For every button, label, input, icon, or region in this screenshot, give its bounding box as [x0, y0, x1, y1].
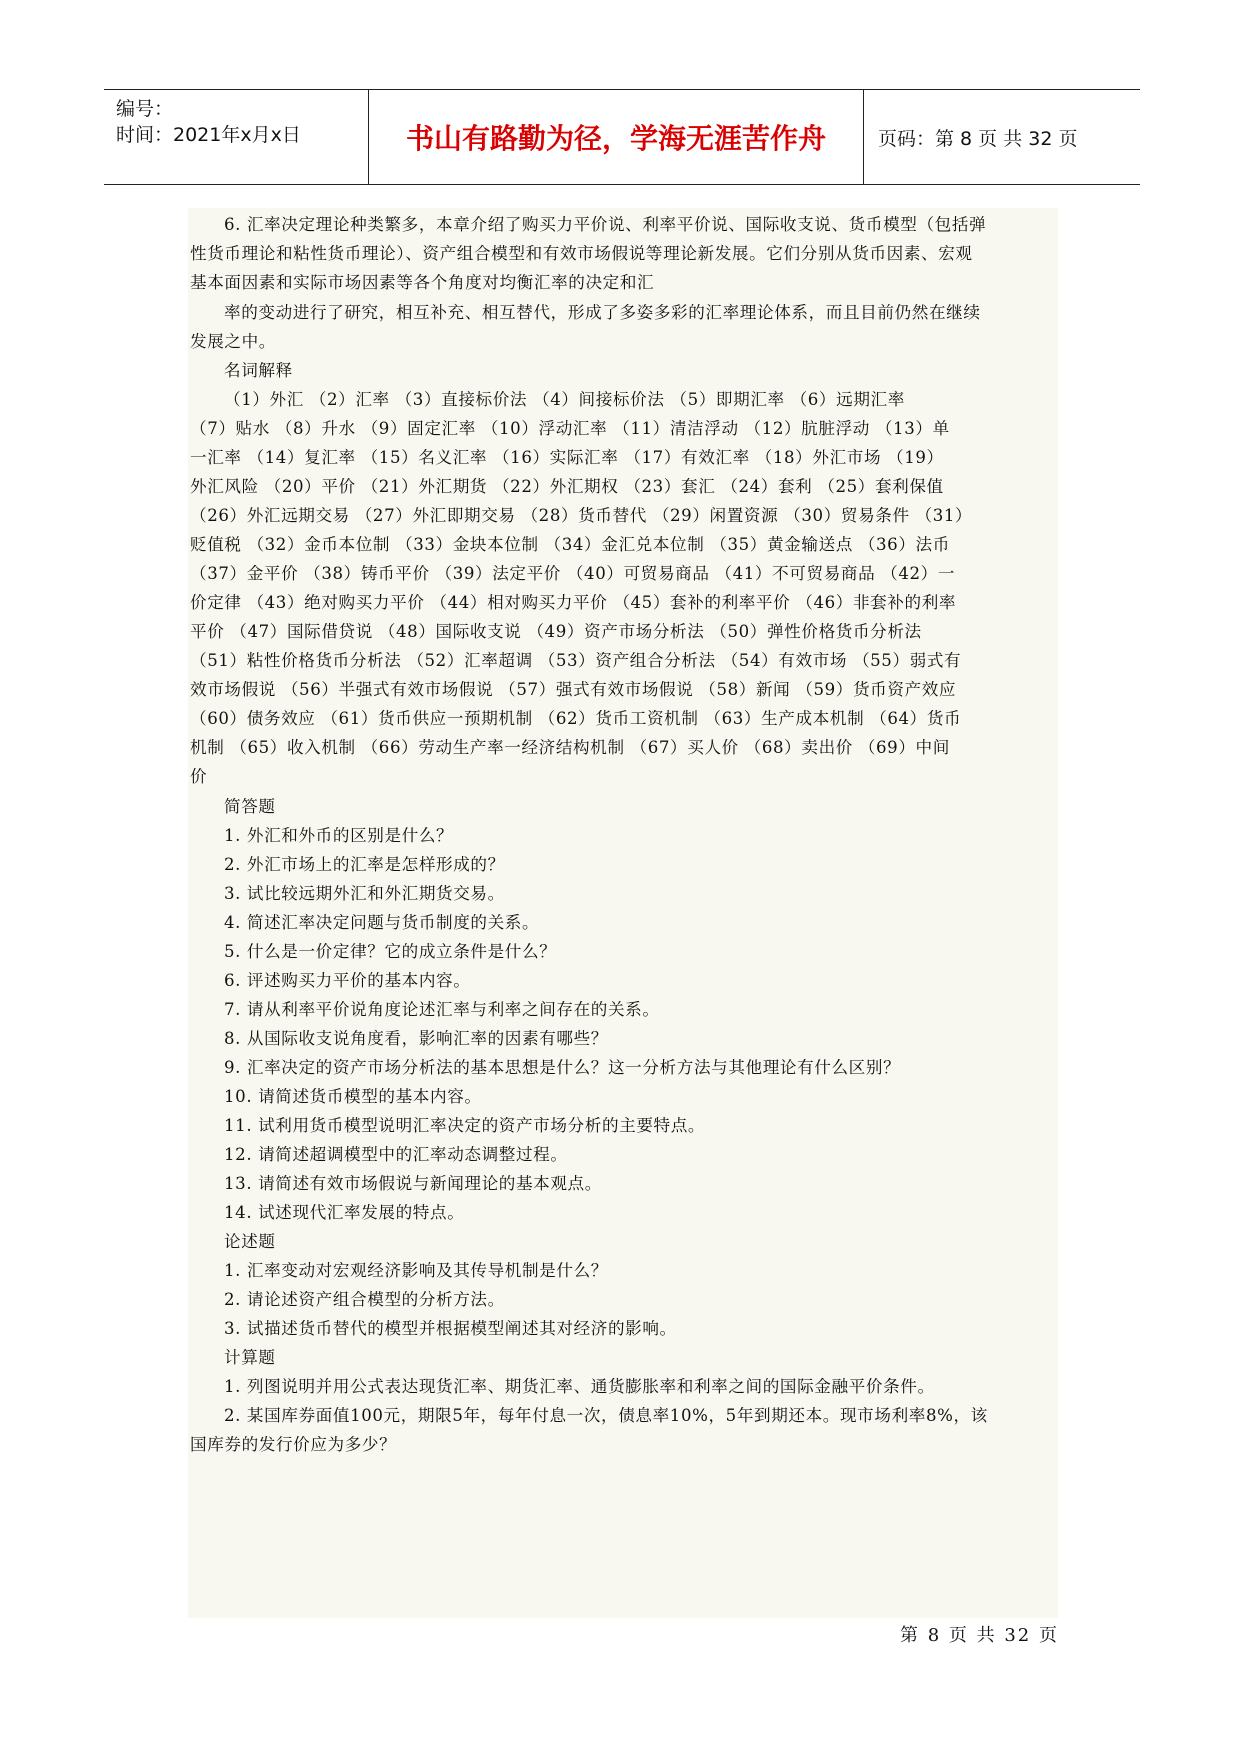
question-item: 7. 请从利率平价说角度论述汇率与利率之间存在的关系。 [224, 1000, 660, 1019]
question-item: 3. 试比较远期外汇和外汇期货交易。 [224, 884, 505, 903]
question-item: 8. 从国际收支说角度看，影响汇率的因素有哪些？ [224, 1029, 608, 1048]
header-meta [104, 90, 369, 184]
summary-line: 性货币理论和粘性货币理论）、资产组合模型和有效市场假说等理论新发展。它们分别从货币因素、宏观 [190, 244, 973, 263]
number-label: 编号： [116, 98, 174, 120]
section-heading: 计算题 [224, 1348, 276, 1367]
time-label: 时间：2021年x月x日 [116, 124, 301, 146]
terms-line: 外汇风险 （20）平价 （21）外汇期货 （22）外汇期权 （23）套汇 （24）套利 （25）套利保值 [190, 477, 944, 496]
question-item: 10. 请简述货币模型的基本内容。 [224, 1087, 482, 1106]
terms-line: 机制 （65）收入机制 （66）劳动生产率一经济结构机制 （67）买人价 （68）卖出价 （69）中间 [190, 738, 950, 757]
question-item: 6. 评述购买力平价的基本内容。 [224, 971, 471, 990]
header-motto: 书山有路勤为径，学海无涯苦作舟 [369, 90, 864, 184]
question-item: 13. 请简述有效市场假说与新闻理论的基本观点。 [224, 1174, 602, 1193]
terms-line: 一汇率 （14）复汇率 （15）名义汇率 （16）实际汇率 （17）有效汇率 （18）外汇市场 （19） [190, 448, 944, 467]
question-item: 国库券的发行价应为多少？ [190, 1435, 397, 1454]
question-item: 2. 外汇市场上的汇率是怎样形成的？ [224, 855, 505, 874]
section-heading: 名词解释 [224, 361, 293, 380]
terms-line: 价定律 （43）绝对购买力平价 （44）相对购买力平价 （45）套补的利率平价 （46）非套补的利率 [190, 593, 957, 612]
terms-line: （26）外汇远期交易 （27）外汇即期交易 （28）货币替代 （29）闲置资源 （30）贸易条件 （31） [190, 506, 973, 525]
terms-line: （51）粘性价格货币分析法 （52）汇率超调 （53）资产组合分析法 （54）有效市场 （55）弱式有 [190, 651, 962, 670]
question-item: 1. 列图说明并用公式表达现货汇率、期货汇率、通货膨胀率和利率之间的国际金融平价条件。 [224, 1377, 935, 1396]
question-item: 3. 试描述货币替代的模型并根据模型阐述其对经济的影响。 [224, 1319, 677, 1338]
page-footer: 第 8 页 共 32 页 [900, 1625, 1059, 1646]
header-page-info [864, 90, 1140, 184]
question-item: 9. 汇率决定的资产市场分析法的基本思想是什么？这一分析方法与其他理论有什么区别？ [224, 1058, 901, 1077]
document-body [188, 208, 1058, 1618]
question-item: 2. 请论述资产组合模型的分析方法。 [224, 1290, 505, 1309]
page-label: 页码：第 8 页 共 32 页 [878, 127, 1078, 150]
summary-line: 率的变动进行了研究，相互补充、相互替代，形成了多姿多彩的汇率理论体系，而且目前仍然在继续 [224, 303, 981, 322]
terms-line: （1）外汇 （2）汇率 （3）直接标价法 （4）间接标价法 （5）即期汇率 （6）远期汇率 [224, 390, 905, 409]
terms-line: 价 [190, 767, 208, 786]
section-heading: 论述题 [224, 1232, 276, 1251]
summary-line: 6. 汇率决定理论种类繁多，本章介绍了购买力平价说、利率平价说、国际收支说、货币模型（包括弹 [224, 215, 987, 234]
summary-line: 发展之中。 [190, 332, 276, 351]
question-item: 5. 什么是一价定律？它的成立条件是什么？ [224, 942, 557, 961]
summary-line: 基本面因素和实际市场因素等各个角度对均衡汇率的决定和汇 [190, 273, 655, 292]
page-header [104, 89, 1140, 185]
terms-line: 平价 （47）国际借贷说 （48）国际收支说 （49）资产市场分析法 （50）弹性价格货币分析法 [190, 622, 922, 641]
section-heading: 简答题 [224, 797, 276, 816]
question-item: 11. 试利用货币模型说明汇率决定的资产市场分析的主要特点。 [224, 1116, 706, 1135]
question-item: 1. 外汇和外币的区别是什么？ [224, 826, 454, 845]
question-item: 2. 某国库券面值100元，期限5年，每年付息一次，债息率10%，5年到期还本。现市场利率8%，该 [224, 1406, 988, 1425]
question-item: 12. 请简述超调模型中的汇率动态调整过程。 [224, 1145, 568, 1164]
question-item: 1. 汇率变动对宏观经济影响及其传导机制是什么？ [224, 1261, 608, 1280]
question-item: 4. 简述汇率决定问题与货币制度的关系。 [224, 913, 540, 932]
terms-line: 效市场假说 （56）半强式有效市场假说 （57）强式有效市场假说 （58）新闻 （59）货币资产效应 [190, 680, 957, 699]
terms-line: （60）债务效应 （61）货币供应一预期机制 （62）货币工资机制 （63）生产成本机制 （64）货币 [190, 709, 962, 728]
question-item: 14. 试述现代汇率发展的特点。 [224, 1203, 465, 1222]
terms-line: （7）贴水 （8）升水 （9）固定汇率 （10）浮动汇率 （11）清洁浮动 （12）肮脏浮动 （13）单 [190, 419, 950, 438]
terms-line: （37）金平价 （38）铸币平价 （39）法定平价 （40）可贸易商品 （41）不可贸易商品 （42）一 [190, 564, 956, 583]
terms-line: 贬值税 （32）金币本位制 （33）金块本位制 （34）金汇兑本位制 （35）黄金输送点 （36）法币 [190, 535, 950, 554]
